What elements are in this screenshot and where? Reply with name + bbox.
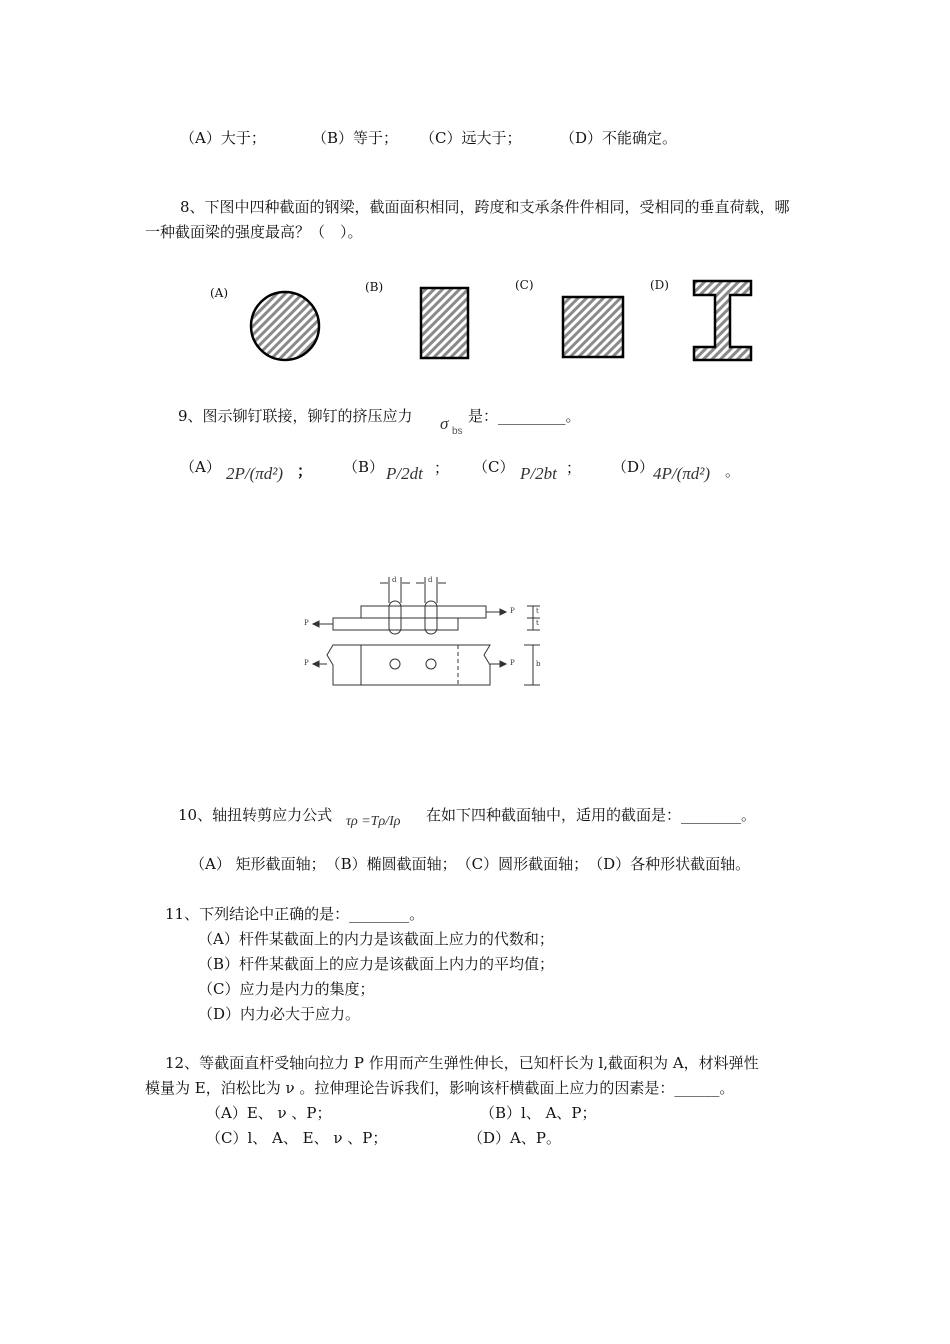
rivet-d-label-2: d	[428, 576, 433, 584]
q12-text-line2: 模量为 E，泊松比为 ν 。拉伸理论告诉我们，影响该杆横截面上应力的因素是：______。	[145, 1079, 735, 1097]
rivet-p-label-bottom-left: P	[304, 659, 309, 667]
q11-option-c: （C）应力是内力的集度；	[198, 980, 375, 998]
q12-option-d: （D）A、P。	[468, 1129, 561, 1147]
q11-title: 11、下列结论中正确的是：________。	[165, 905, 425, 923]
rivet-d-label-1: d	[392, 576, 397, 584]
q12-option-b: （B）l、 A、P；	[480, 1104, 597, 1122]
q9-suffix: 是：_________。	[468, 407, 581, 425]
rivet-b-label: b	[536, 660, 541, 668]
q7-option-a: （A）大于；	[180, 129, 266, 147]
q9-sigma-symbol: σ	[440, 414, 449, 433]
q9-opt-a-sep: ；	[297, 462, 313, 480]
q9-opt-c-formula: P/2bt	[520, 464, 557, 483]
q10-options: （A） 矩形截面轴； （B）椭圆截面轴； （C）圆形截面轴； （D）各种形状截面轴。	[190, 855, 751, 873]
q8-label-a: (A)	[210, 286, 229, 300]
q10-prefix: 10、轴扭转剪应力公式	[178, 806, 333, 824]
q9-opt-a-formula: 2P/(πd²)	[226, 464, 284, 483]
q12-option-a: （A）E、 ν 、P；	[206, 1104, 332, 1122]
q7-option-d: （D）不能确定。	[560, 129, 678, 147]
rivet-p-label-top-left: P	[304, 619, 309, 627]
q9-opt-c-label: （C）	[473, 458, 515, 476]
q9-opt-d-formula: 4P/(πd²)	[653, 464, 711, 483]
q9-opt-c-sep: ；	[566, 459, 582, 477]
q9-opt-b-formula: P/2dt	[386, 464, 423, 483]
q9-opt-b-label: （B）	[343, 458, 385, 476]
q10-suffix: 在如下四种截面轴中，适用的截面是：________。	[426, 806, 757, 824]
q8-label-c: (C)	[515, 278, 534, 292]
q8-text-line1: 8、下图中四种截面的钢梁，截面面积相同，跨度和支承条件件相同，受相同的垂直荷载，哪	[180, 198, 790, 216]
q9-opt-a-label: （A）	[180, 458, 221, 476]
q10-formula: τρ =Tρ/Iρ	[346, 814, 401, 829]
q9-opt-b-sep: ；	[434, 459, 450, 477]
q9-prefix: 9、图示铆钉联接，铆钉的挤压应力	[178, 407, 413, 425]
q9-sigma-subscript: bs	[452, 426, 463, 437]
q12-text-line1: 12、等截面直杆受轴向拉力 P 作用而产生弹性伸长，已知杆长为 l,截面积为 A，材料弹性	[165, 1054, 759, 1072]
q11-option-b: （B）杆件某截面上的应力是该截面上内力的平均值；	[198, 955, 555, 973]
rivet-p-label-top-right: P	[510, 607, 515, 615]
rivet-t-label-1: t	[536, 607, 539, 615]
q8-text-line2: 一种截面梁的强度最高？（ ）。	[145, 223, 363, 241]
q8-label-b: (B)	[365, 280, 384, 294]
q12-option-c: （C）l、 A、 E、 ν 、P；	[206, 1129, 388, 1147]
q7-option-c: （C）远大于；	[420, 129, 522, 147]
rivet-t-label-2: t	[536, 619, 539, 627]
q9-opt-d-sep: 。	[725, 462, 741, 480]
q8-label-d: (D)	[650, 278, 669, 292]
rivet-p-label-bottom-right: P	[510, 659, 515, 667]
q11-option-d: （D）内力必大于应力。	[198, 1005, 361, 1023]
q9-opt-d-label: （D）	[612, 458, 655, 476]
q7-option-b: （B）等于；	[312, 129, 399, 147]
q11-option-a: （A）杆件某截面上的内力是该截面上应力的代数和；	[198, 930, 554, 948]
